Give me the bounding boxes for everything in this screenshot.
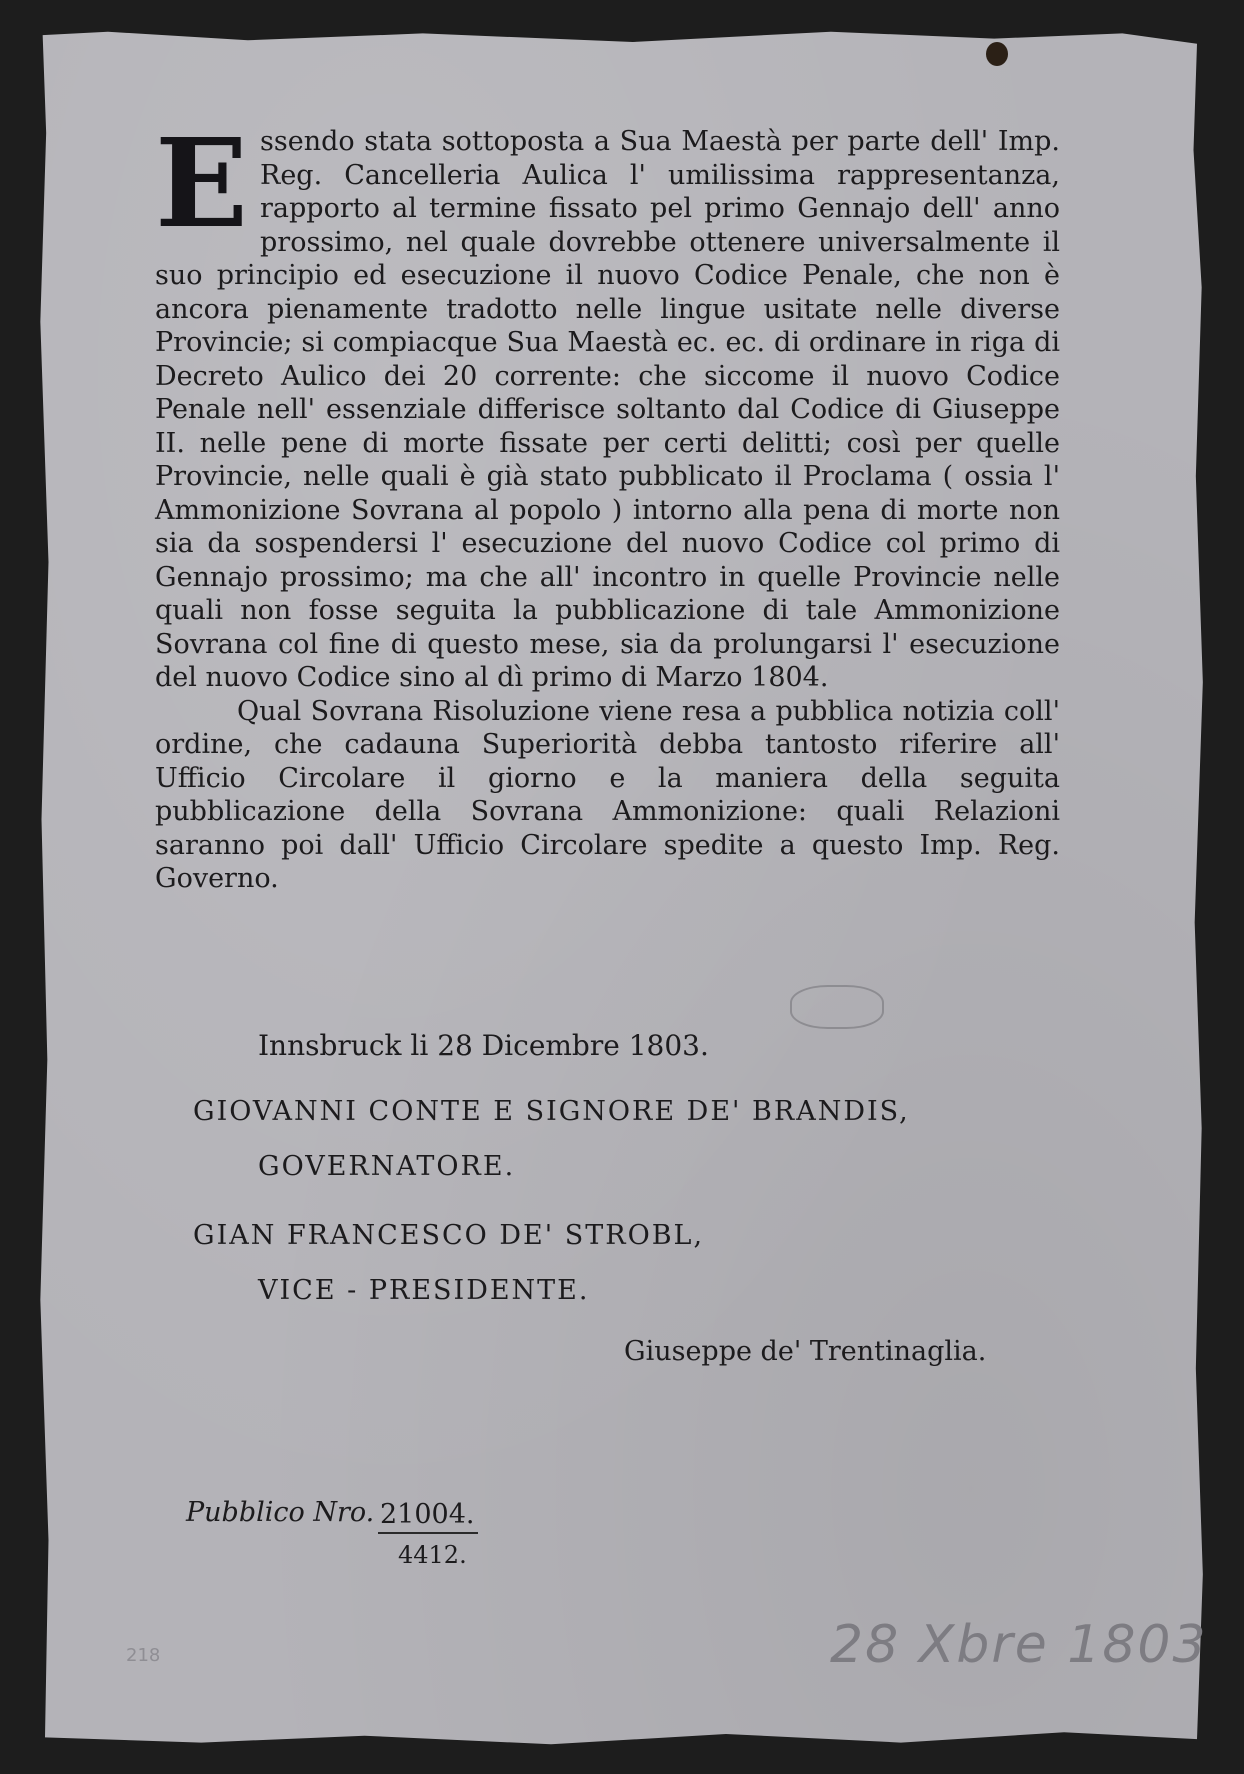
faint-stamp [790,985,884,1029]
signatory-1-title: GOVERNATORE. [258,1151,516,1182]
paper-hole [986,42,1008,66]
signatory-2-name: GIAN FRANCESCO DE' STROBL, [193,1220,705,1251]
drop-cap: E [155,111,248,255]
signatory-2-title: VICE - PRESIDENTE. [258,1275,590,1306]
reference-number: 21004. [378,1499,478,1534]
clerk-signature: Giuseppe de' Trentinaglia. [624,1336,987,1367]
pencil-mark: 218 [126,1645,161,1666]
archive-note: 28 Xbre 1803 [830,1615,1208,1675]
paragraph-1 [155,111,1060,695]
paragraph-1-text: ssendo stata sottoposta a Sua Maestà per parte dell' Imp. Reg. Cancelleria Aulica l' umilissima rappresentanza, rapporto al termine fissato pel primo Gennajo dell' anno prossimo, nel quale dovrebbe ottenere universalmente il suo principio ed esecuzione il nuovo Codice Penale, che non è ancora pienamente tradotto nelle lingue usitate nelle diverse Provincie; si compiacque Sua Maestà ec. ec. di ordinare in riga di Decreto Aulico dei 20 corrente: che siccome il nuovo Codice Penale nell' essenziale differisce soltanto dal Codice di Giuseppe II. nelle pene di morte fissate per certi delitti; così per quelle Provincie, nelle quali è già stato pubblicato il Proclama ( ossia l' Ammonizione Sovrana al popolo ) intorno alla pena di morte non sia da sospendersi l' esecuzione del nuovo Codice col primo di Gennajo prossimo; ma che all' incontro in quelle Provincie nelle quali non fosse seguita la pubblicazione di tale Ammonizione Sovrana col fine di questo mese, sia da prolungarsi l' esecuzione del nuovo Codice sino al dì primo di Marzo 1804. [155,126,1060,693]
signatory-1-name: GIOVANNI CONTE E SIGNORE DE' BRANDIS, [193,1096,910,1127]
reference-sub-number: 4412. [398,1541,467,1569]
paragraph-2: Qual Sovrana Risoluzione viene resa a pubblica notizia coll' ordine, che cadauna Superiorità debba tantosto riferire all' Ufficio Circolare il giorno e la maniera della seguita pubblicazione della Sovrana Ammonizione: quali Relazioni saranno poi dall' Ufficio Circolare spedite a questo Imp. Reg. Governo. [155,695,1060,894]
reference-label: Pubblico Nro. [186,1497,375,1528]
place-date: Innsbruck li 28 Dicembre 1803. [258,1029,709,1062]
decree-body [155,111,1060,896]
